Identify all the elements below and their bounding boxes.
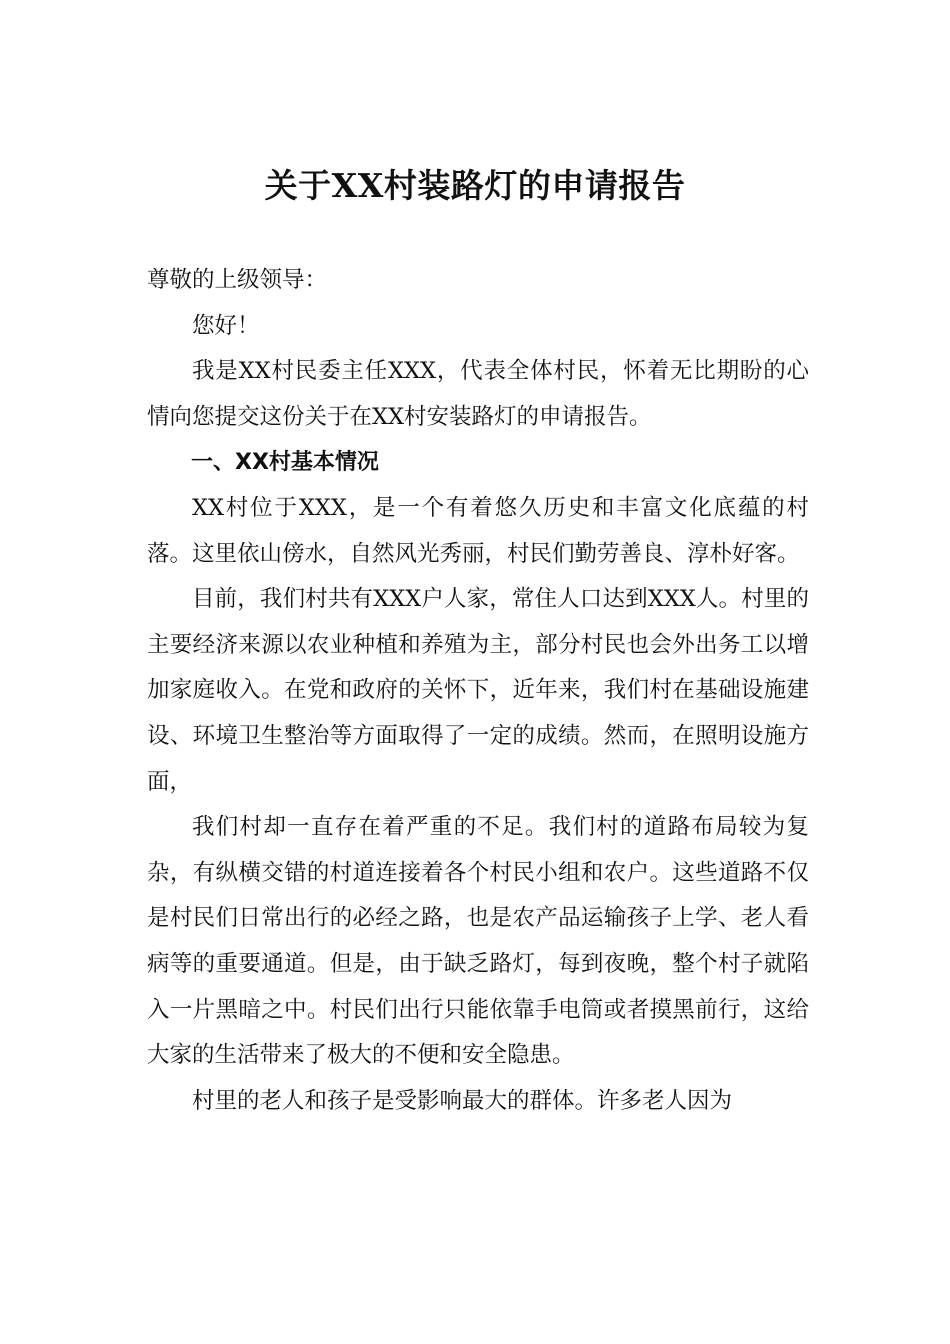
paragraph-elderly-children: 村里的老人和孩子是受影响最大的群体。许多老人因为 — [192, 1087, 733, 1114]
document-body — [147, 258, 809, 1124]
greeting: 您好！ — [192, 312, 260, 339]
document-title: 关于XX村装路灯的申请报告 — [264, 166, 686, 205]
paragraph-population: 目前，我们村共有XXX户人家，常住人口达到XXX人。村里的主要经济来源以农业种植和养殖为主，部分村民也会外出务工以增加家庭收入。在党和政府的关怀下，近年来，我们村在基础设施建设、环境卫生整治等方面取得了一定的成绩。然而，在照明设施方面， — [147, 586, 809, 795]
salutation: 尊敬的上级领导： — [147, 267, 328, 293]
paragraph-roads: 我们村却一直存在着严重的不足。我们村的道路布局较为复杂，有纵横交错的村道连接着各个村民小组和农户。这些道路不仅是村民们日常出行的必经之路，也是农产品运输孩子上学、老人看病等的重要通道。但是，由于缺乏路灯，每到夜晚，整个村子就陷入一片黑暗之中。村民们出行只能依靠手电筒或者摸黑前行，这给大家的生活带来了极大的不便和安全隐患。 — [147, 814, 809, 1069]
intro-paragraph: 我是XX村民委主任XXX，代表全体村民，怀着无比期盼的心情向您提交这份关于在XX村安装路灯的申请报告。 — [147, 358, 809, 430]
section-heading: 一、XX村基本情况 — [191, 450, 379, 476]
paragraph-location: XX村位于XXX，是一个有着悠久历史和丰富文化底蕴的村落。这里依山傍水，自然风光秀丽，村民们勤劳善良、淳朴好客。 — [147, 494, 809, 567]
